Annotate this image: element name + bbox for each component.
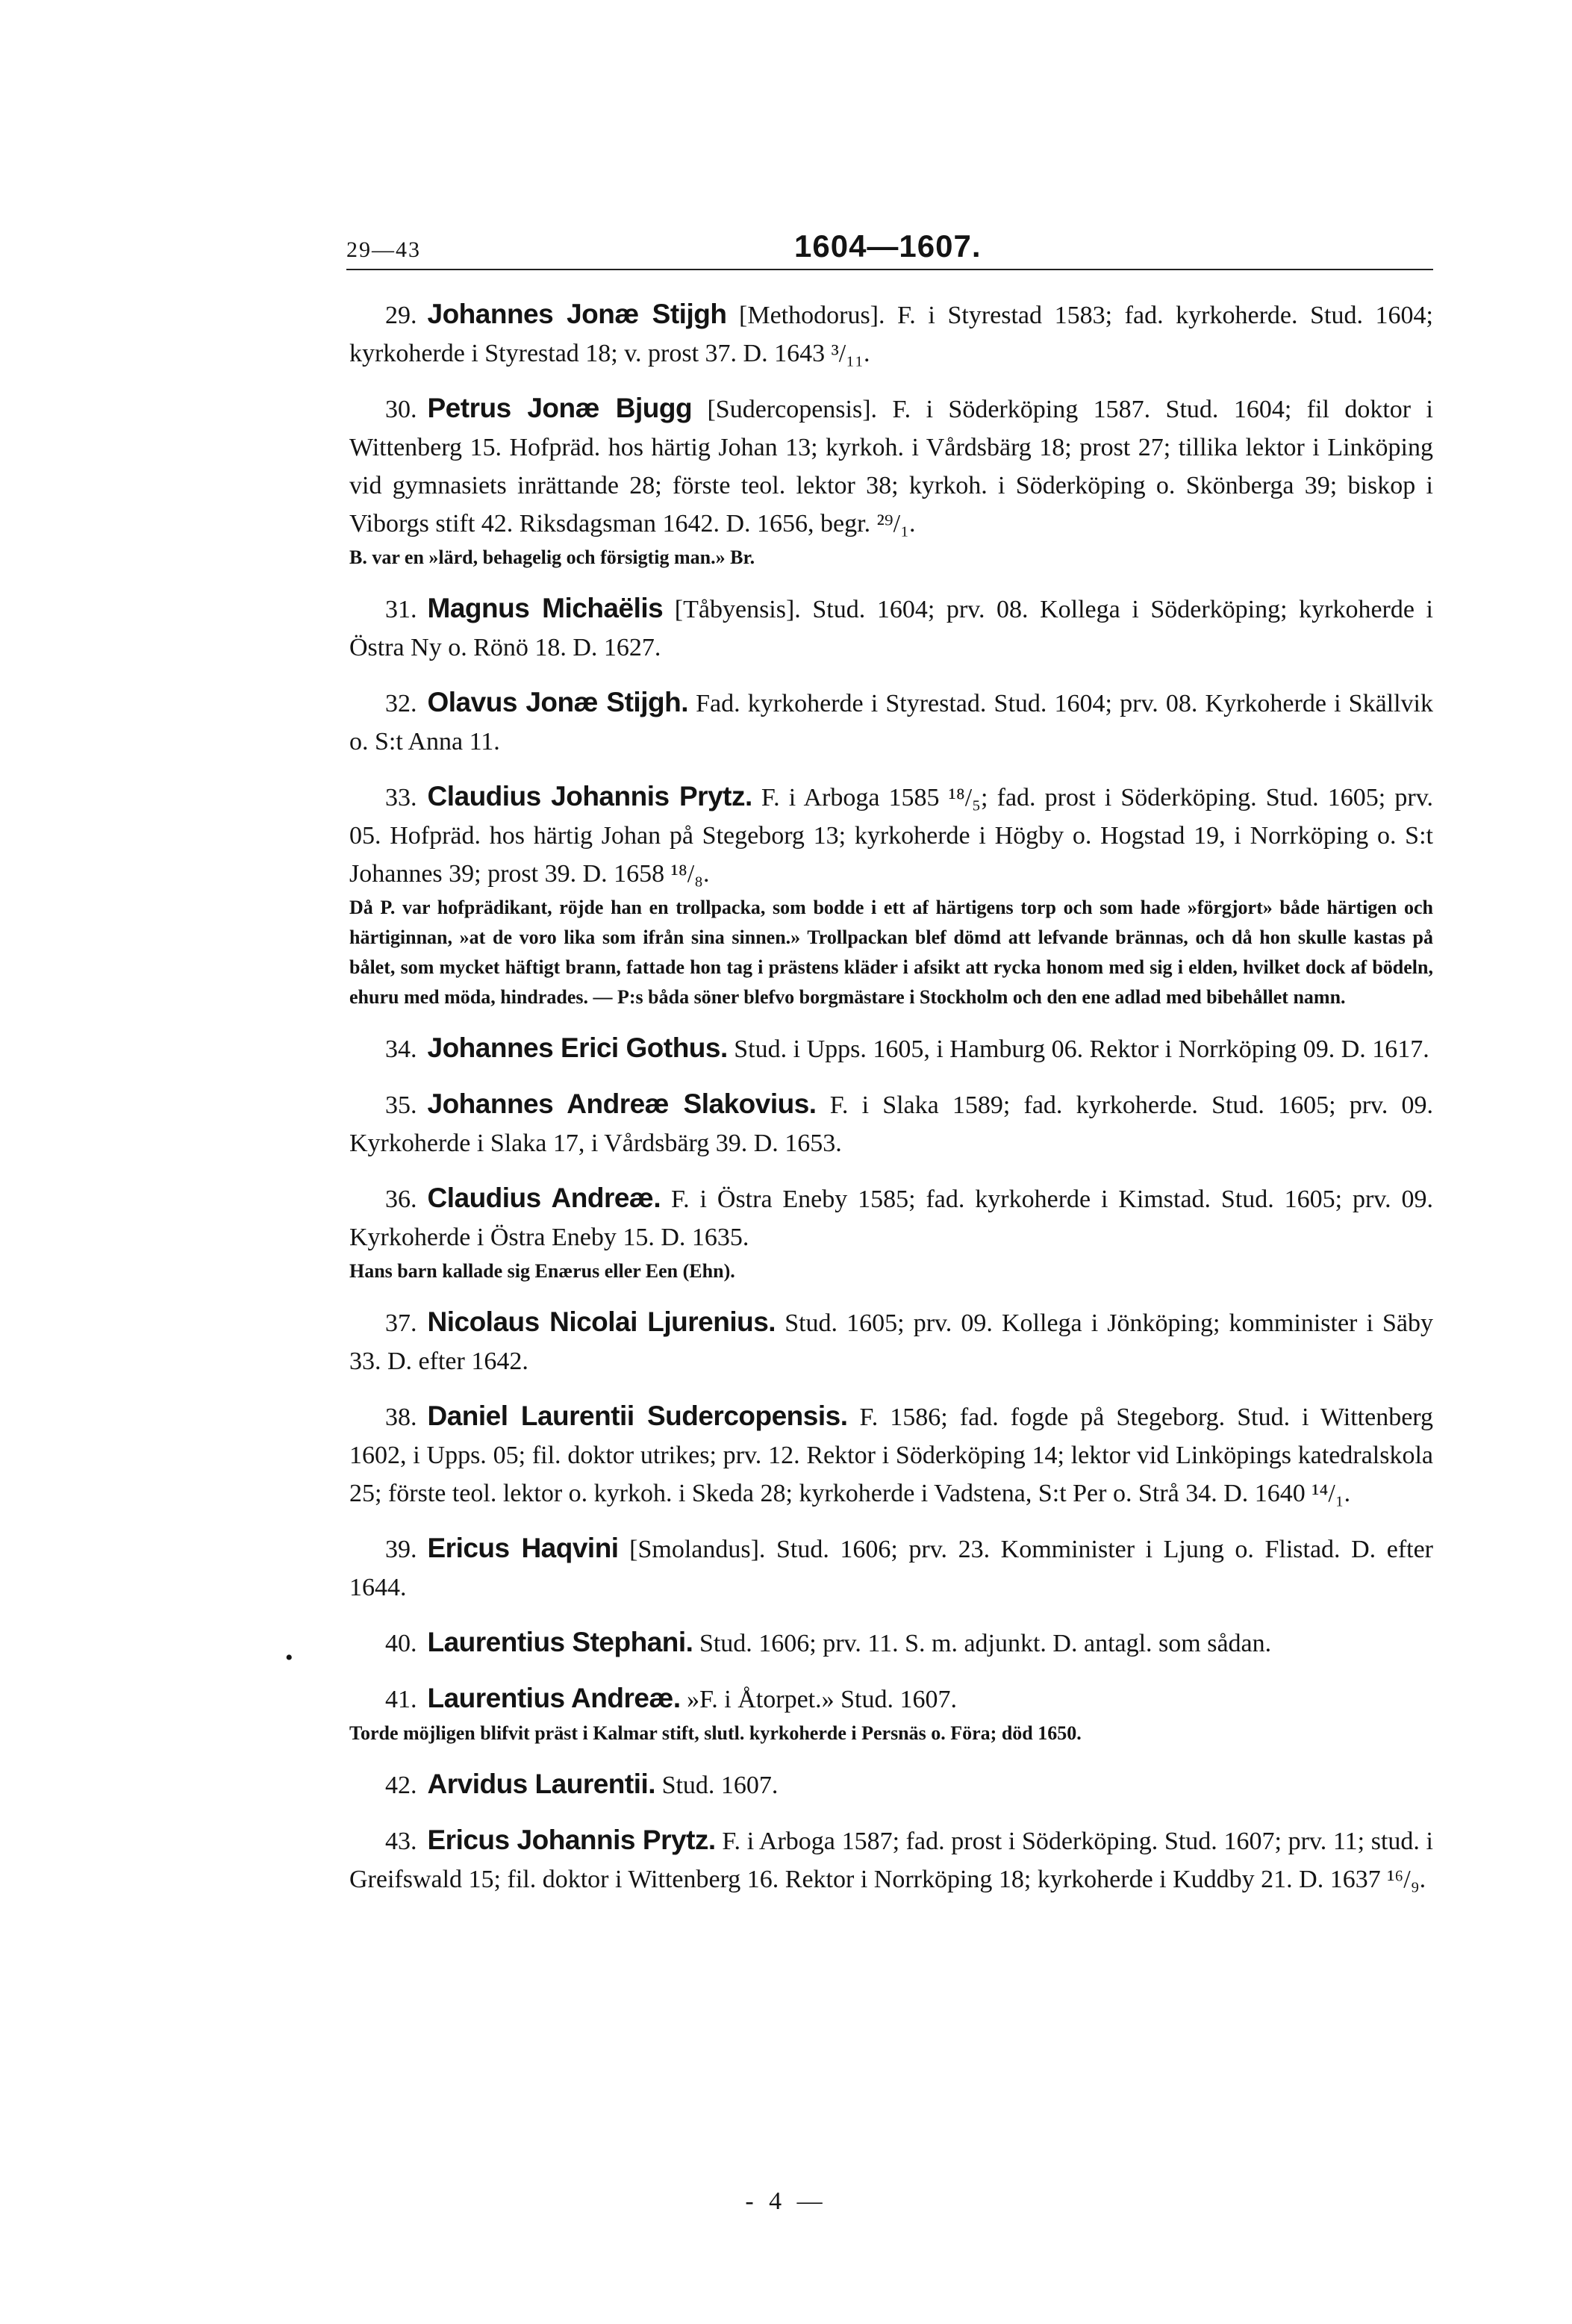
entry-note: Torde möjligen blifvit präst i Kalmar stift, slutl. kyrkoherde i Persnäs o. Föra; död 1650. (349, 1722, 1082, 1744)
entry-text (349, 1085, 1433, 1162)
entry-text (349, 1397, 1433, 1513)
entry-body: Stud. 1607. (655, 1772, 779, 1799)
entry-note: Hans barn kallade sig Enærus eller Een (Ehn). (349, 1260, 735, 1282)
entry-text (349, 777, 1433, 893)
entry (349, 1179, 1433, 1286)
entry-number: 38. (385, 1404, 417, 1431)
entry-number: 35. (385, 1091, 417, 1119)
entry (349, 777, 1433, 1012)
entry-number: 36. (385, 1186, 417, 1213)
entry-name: Laurentius Stephani. (427, 1627, 693, 1657)
entry-name: Johannes Erici Gothus. (427, 1032, 728, 1063)
page-number: - 4 — (745, 2187, 827, 2215)
entry-name: Laurentius Andreæ. (427, 1683, 681, 1713)
entry-name: Petrus Jonæ Bjugg (427, 393, 693, 423)
entry-body: »F. i Åtorpet.» Stud. 1607. (680, 1686, 957, 1713)
page-header (346, 224, 1433, 270)
entry-range: 29—43 (346, 237, 421, 262)
entry-number: 29. (385, 302, 417, 329)
entry-name: Magnus Michaëlis (427, 593, 664, 623)
entry-body: F. i Slaka 1589; fad. kyrkoherde. Stud. 1605; prv. 09. Kyrkoherde i Slaka 17, i Vårdsbärg 39. D. 1653. (349, 1091, 1433, 1157)
entry-body: [Methodorus]. F. i Styrestad 1583; fad. kyrkoherde. Stud. 1604; kyrkoherde i Styrestad 18; v. prost 37. D. 1643 ³/₁₁. (349, 302, 1434, 367)
entry (349, 683, 1433, 761)
entry-name: Daniel Laurentii Sudercopensis. (427, 1401, 848, 1431)
entry-body: [Tåbyensis]. Stud. 1604; prv. 08. Kollega i Söderköping; kyrkoherde i Östra Ny o. Rönö 18. D. 1627. (349, 596, 1433, 661)
entry-name: Johannes Jonæ Stijgh (427, 299, 727, 329)
entry-name: Ericus Johannis Prytz. (427, 1825, 716, 1855)
entry-body: [Sudercopensis]. F. i Söderköping 1587. Stud. 1604; fil doktor i Wittenberg 15. Hofpräd. hos härtig Johan 13; kyrkoh. i Vårdsbärg 18; prost 27; tillika lektor i Linköping vid gymnasiets inrättande 28; förste teol. lektor 38; kyrkoh. i Söderköping o. Skönberga 39; biskop i Viborgs stift 42. Riksdagsman 1642. D. 1656, begr. ²⁹/₁. (349, 396, 1433, 538)
entry-text (349, 1765, 1433, 1804)
entry-number: 40. (385, 1630, 417, 1657)
entry-body: Stud. 1605; prv. 09. Kollega i Jönköping; komminister i Säby 33. D. efter 1642. (349, 1309, 1434, 1375)
entry (349, 589, 1433, 667)
entry (349, 295, 1433, 373)
entry-number: 39. (385, 1536, 417, 1563)
entry-body: [Smolandus]. Stud. 1606; prv. 23. Komminister i Ljung o. Flistad. D. efter 1644. (349, 1536, 1434, 1601)
entry-note: Då P. var hofprädikant, röjde han en trollpacka, som bodde i ett af härtigens torp och som hade »förgjort» både härtigen och härtiginnan, »at de voro lika som ifrån sina sinnen.» Trollpackan blef dömd att lefvande brännas, och då hon skulle kastas på bålet, som mycket häftigt brann, fattade hon tag i prästens kläder i afsikt att rycka honom med sig i elden, hvilket dock af bödeln, ehuru med möda, hindrades. — P:s båda söner blefvo borgmästare i Stockholm och den ene adlad med bibehållet namn. (349, 897, 1433, 1008)
entry-name: Johannes Andreæ Slakovius. (427, 1088, 817, 1119)
entry-name: Claudius Johannis Prytz. (427, 781, 752, 811)
entry-name: Ericus Haqvini (427, 1533, 619, 1563)
entry-body: Stud. 1606; prv. 11. S. m. adjunkt. D. antagl. som sådan. (693, 1630, 1272, 1657)
entry-note: B. var en »lärd, behagelig och försigtig man.» Br. (349, 546, 755, 568)
entry (349, 1679, 1433, 1748)
entry (349, 1765, 1433, 1804)
entry-body: Stud. i Upps. 1605, i Hamburg 06. Rektor i Norrköping 09. D. 1617. (727, 1035, 1429, 1063)
entry-number: 43. (385, 1828, 417, 1855)
entry-number: 30. (385, 396, 417, 423)
entry-name: Nicolaus Nicolai Ljurenius. (427, 1306, 776, 1337)
entry-text (349, 389, 1433, 543)
entry-list (349, 295, 1433, 1915)
entry-text (349, 683, 1433, 761)
page-title-years: 1604—1607. (794, 228, 982, 264)
entry-text (349, 1029, 1433, 1068)
entry-name: Claudius Andreæ. (427, 1183, 661, 1213)
entry (349, 1821, 1433, 1898)
entry-text (349, 1179, 1433, 1256)
entry-body: F. i Arboga 1587; fad. prost i Söderköping. Stud. 1607; prv. 11; stud. i Greifswald 15; fil. doktor i Wittenberg 16. Rektor i Norrköping 18; kyrkoherde i Kuddby 21. D. 1637 ¹⁶/₉. (349, 1828, 1433, 1893)
entry-text (349, 1821, 1433, 1898)
entry (349, 1529, 1433, 1607)
entry-number: 41. (385, 1686, 417, 1713)
entry-number: 42. (385, 1772, 417, 1799)
entry (349, 1397, 1433, 1513)
entry-text (349, 1623, 1433, 1663)
entry-number: 34. (385, 1035, 417, 1063)
entry-text (349, 1529, 1433, 1607)
entry-number: 33. (385, 784, 417, 811)
entry-number: 37. (385, 1309, 417, 1337)
entry-body: F. i Arboga 1585 ¹⁸/₅; fad. prost i Söderköping. Stud. 1605; prv. 05. Hofpräd. hos härtig Johan på Stegeborg 13; kyrkoherde i Högby o. Hogstad 19, i Norrköping o. S:t Johannes 39; prost 39. D. 1658 ¹⁸/₈. (349, 784, 1434, 888)
entry (349, 1303, 1433, 1380)
entry-text (349, 1679, 1433, 1719)
entry-text (349, 1303, 1433, 1380)
entry (349, 1623, 1433, 1663)
entry-name: Arvidus Laurentii. (427, 1769, 656, 1799)
entry-name: Olavus Jonæ Stijgh. (427, 687, 688, 717)
entry (349, 389, 1433, 573)
entry (349, 1029, 1433, 1068)
margin-mark: • (285, 1645, 293, 1670)
entry-text (349, 295, 1433, 373)
entry-number: 31. (385, 596, 417, 623)
entry-body: Fad. kyrkoherde i Styrestad. Stud. 1604; prv. 08. Kyrkoherde i Skällvik o. S:t Anna 11. (349, 690, 1434, 756)
entry-text (349, 589, 1433, 667)
entry (349, 1085, 1433, 1162)
entry-number: 32. (385, 690, 417, 717)
entry-body: F. i Östra Eneby 1585; fad. kyrkoherde i Kimstad. Stud. 1605; prv. 09. Kyrkoherde i Östra Eneby 15. D. 1635. (349, 1186, 1433, 1251)
entry-body: F. 1586; fad. fogde på Stegeborg. Stud. i Wittenberg 1602, i Upps. 05; fil. doktor utrikes; prv. 12. Rektor i Söderköping 14; lektor vid Linköpings katedralskola 25; förste teol. lektor o. kyrkoh. i Skeda 28; kyrkoherde i Vadstena, S:t Per o. Strå 34. D. 1640 ¹⁴/₁. (349, 1404, 1433, 1507)
